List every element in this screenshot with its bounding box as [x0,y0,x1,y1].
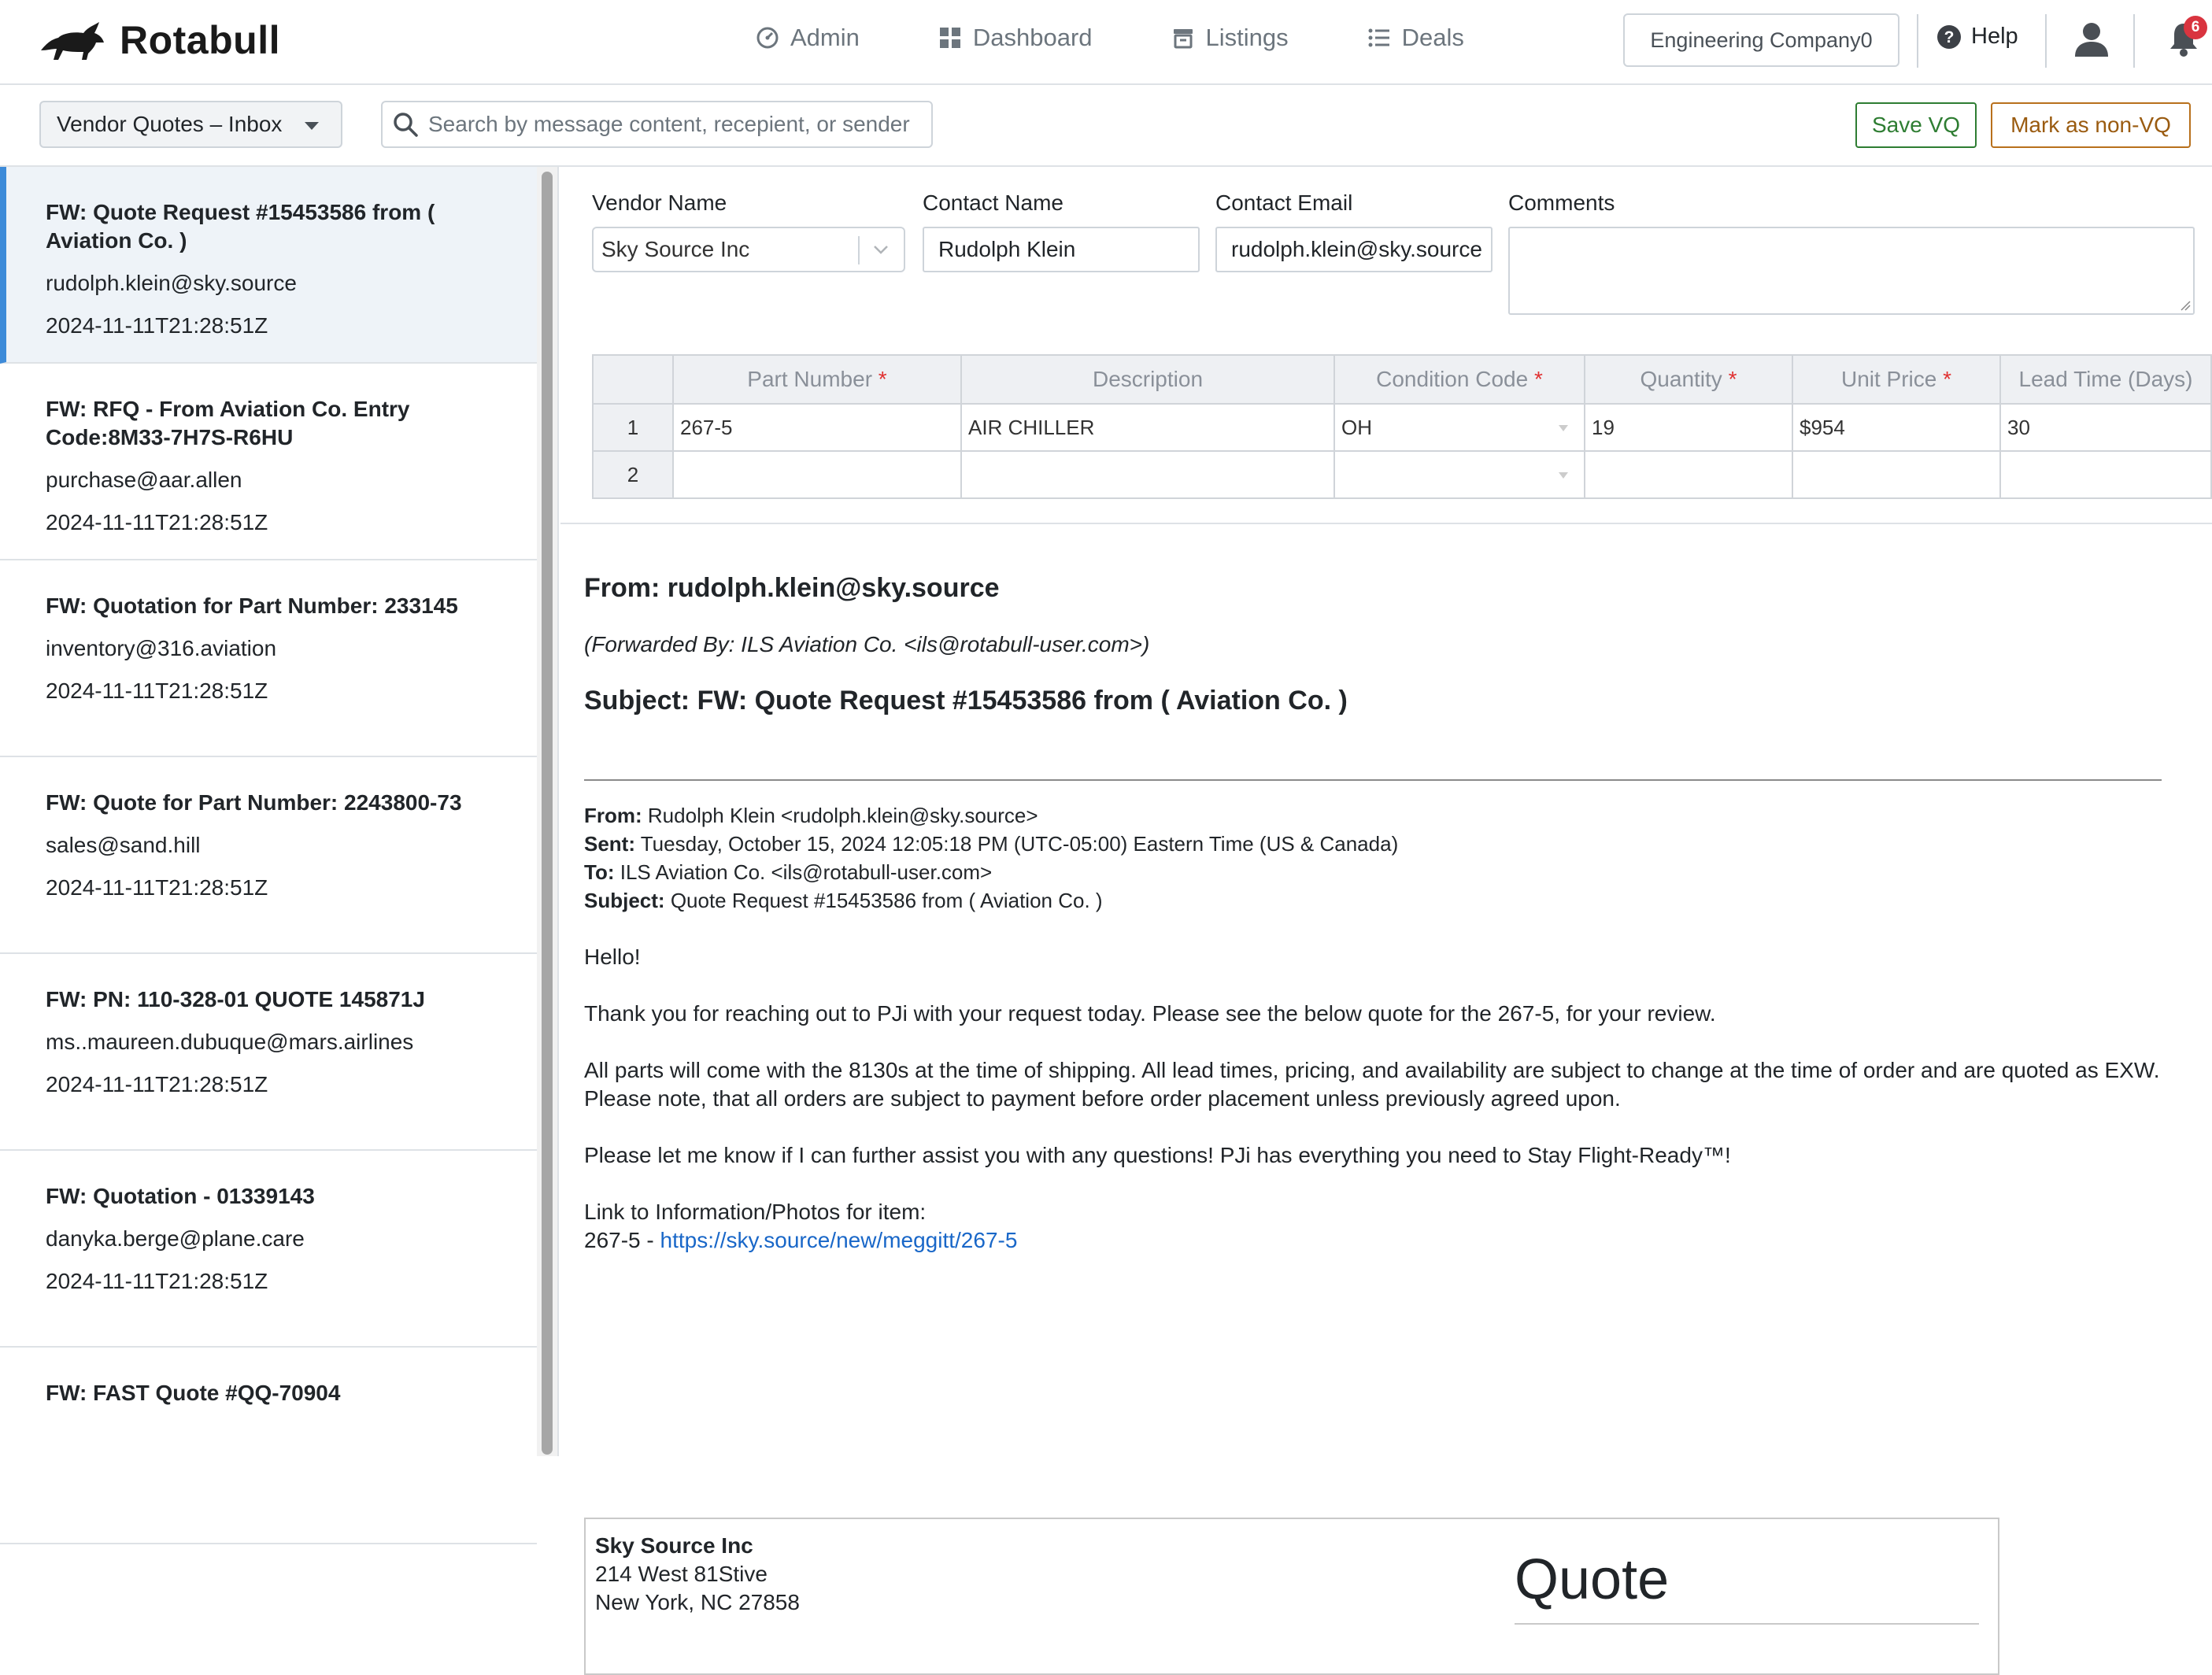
company-switcher-button[interactable]: Engineering Company0 [1623,13,1899,67]
chevron-down-icon [871,239,891,260]
contact-email-label: Contact Email [1215,190,1353,215]
email-link-block [584,1198,2198,1255]
header-from-label: From: [584,804,642,827]
email-paragraph: Please let me know if I can further assist you with any questions! PJi has everything you need to Stay Flight-Ready™! [584,1143,1731,1167]
table-row [593,404,2211,451]
message-date: 2024-11-11T21:28:51Z [46,1269,268,1293]
contact-name-input[interactable]: Rudolph Klein [923,227,1200,272]
brand-logo[interactable] [39,17,280,63]
column-header-condition-code[interactable]: Condition Code * [1334,355,1585,404]
nav-admin-label: Admin [790,24,860,51]
message-item[interactable] [0,1151,537,1348]
message-subject: FW: Quotation - 01339143 [46,1184,315,1208]
message-item[interactable] [0,560,537,757]
row-number: 2 [593,451,673,498]
vendor-name-select[interactable] [592,227,905,272]
user-icon[interactable] [2073,20,2110,58]
cell-lead-time[interactable]: 30 [2000,404,2211,451]
row-number: 1 [593,404,673,451]
message-sender: ms..maureen.dubuque@mars.airlines [46,1030,414,1054]
nav-divider [2045,14,2047,68]
quote-address-line: New York, NC 27858 [595,1590,800,1614]
resize-handle-icon[interactable] [2180,300,2191,311]
message-date: 2024-11-11T21:28:51Z [46,1072,268,1096]
message-subject: FW: PN: 110-328-01 QUOTE 145871J [46,987,425,1011]
cell-condition-code[interactable] [1334,451,1585,498]
cell-unit-price[interactable] [1792,451,2000,498]
message-sender: sales@sand.hill [46,833,201,857]
email-greeting: Hello! [584,945,641,969]
column-header-quantity[interactable]: Quantity * [1585,355,1792,404]
message-subject: FW: Quotation for Part Number: 233145 [46,593,458,618]
message-date: 2024-11-11T21:28:51Z [46,875,268,900]
quote-address-line: 214 West 81Stive [595,1562,768,1586]
archive-icon [1171,26,1195,50]
help-label: Help [1971,24,2018,49]
quote-document [584,1518,1999,1675]
message-sender: danyka.berge@plane.care [46,1226,305,1251]
cell-unit-price[interactable]: $954 [1792,404,2000,451]
cell-description[interactable]: AIR CHILLER [961,404,1334,451]
svg-text:?: ? [1944,28,1955,46]
main-nav [756,24,1464,52]
message-subject: FW: RFQ - From Aviation Co. Entry Code:8M33-7H7S-R6HU [46,397,410,449]
brand-name: Rotabull [120,18,280,62]
email-from-heading: From: rudolph.klein@sky.source [584,573,1000,603]
quote-title-rule [1515,1623,1979,1625]
toolbar [0,85,2212,167]
column-header-part-number[interactable]: Part Number * [673,355,961,404]
grid-corner-header [593,355,673,404]
email-paragraph: Thank you for reaching out to PJi with your request today. Please see the below quote for the 267-5, for your review. [584,1001,1716,1026]
bull-logo-icon [39,19,105,61]
notification-badge: 6 [2184,16,2207,39]
message-sender: inventory@316.aviation [46,636,277,660]
cell-part-number[interactable]: 267-5 [673,404,961,451]
message-item[interactable] [0,364,537,560]
cell-condition-code[interactable]: OH [1334,404,1585,451]
header-subject-value: Quote Request #15453586 from ( Aviation Co. ) [670,889,1103,912]
select-divider [858,236,860,264]
nav-dashboard[interactable] [938,24,1093,52]
grid-icon [938,26,962,50]
quote-vendor-address [595,1532,800,1617]
dropdown-arrow-icon [1559,425,1568,431]
contact-name-label: Contact Name [923,190,1063,215]
header-subject-label: Subject: [584,889,665,912]
header-sent-value: Tuesday, October 15, 2024 12:05:18 PM (UTC-05:00) Eastern Time (US & Canada) [640,832,1399,856]
email-paragraph: All parts will come with the 8130s at the time of shipping. All lead times, pricing, and availability are subject to change at the time of order and are quoted as EXW. Please note, that all orders are subject to payment before order placement unless previously agreed upon. [584,1058,2160,1111]
email-divider [584,779,2162,781]
nav-divider [1917,14,1918,68]
message-item[interactable] [0,954,537,1151]
vendor-name-value: Sky Source Inc [601,237,750,261]
nav-divider [2133,14,2135,68]
header-from-value: Rudolph Klein <rudolph.klein@sky.source> [647,804,1038,827]
section-divider [560,523,2212,524]
table-row [593,451,2211,498]
contact-email-input[interactable]: rudolph.klein@sky.source [1215,227,1493,272]
nav-listings[interactable] [1171,24,1289,52]
email-original-header [584,801,2198,915]
cell-part-number[interactable] [673,451,961,498]
column-header-lead-time[interactable]: Lead Time (Days) [2000,355,2211,404]
search-box [381,101,933,148]
gauge-icon [756,26,779,50]
list-icon [1367,26,1391,50]
email-view [584,573,2198,1614]
nav-dashboard-label: Dashboard [972,24,1093,51]
caret-down-icon [305,122,319,130]
quote-editor [560,167,2212,1614]
email-subject-heading: Subject: FW: Quote Request #15453586 from ( Aviation Co. ) [584,686,1348,715]
inbox-select[interactable] [39,101,342,148]
cell-quantity[interactable] [1585,451,1792,498]
vendor-name-label: Vendor Name [592,190,727,215]
email-forwarded-by: (Forwarded By: ILS Aviation Co. <ils@rotabull-user.com>) [584,632,1150,656]
quote-title: Quote [1515,1548,1670,1611]
comments-textarea[interactable] [1508,227,2195,315]
cell-quantity[interactable]: 19 [1585,404,1792,451]
top-navbar [0,0,2212,85]
message-item-selected[interactable] [0,167,537,364]
dropdown-arrow-icon [1559,472,1568,479]
nav-listings-label: Listings [1205,24,1289,51]
message-subject: FW: Quote for Part Number: 2243800-73 [46,790,462,815]
message-item[interactable] [0,1348,537,1544]
header-to-label: To: [584,860,615,884]
quote-company-name: Sky Source Inc [595,1533,753,1558]
message-date: 2024-11-11T21:28:51Z [46,313,268,338]
message-date: 2024-11-11T21:28:51Z [46,679,268,703]
nav-deals[interactable] [1367,24,1464,52]
column-header-unit-price[interactable]: Unit Price * [1792,355,2000,404]
question-circle-icon [1936,24,1962,50]
message-list [0,167,537,1456]
search-input[interactable] [428,112,916,137]
inbox-select-value: Vendor Quotes – Inbox [57,112,283,136]
line-items-grid [592,354,2212,499]
save-vq-button[interactable]: Save VQ [1855,102,1977,148]
item-info-link[interactable]: https://sky.source/new/meggitt/267-5 [660,1228,1018,1252]
header-sent-label: Sent: [584,832,635,856]
message-list-scrollbar[interactable] [537,167,559,1456]
header-to-value: ILS Aviation Co. <ils@rotabull-user.com> [620,860,993,884]
message-subject: FW: FAST Quote #QQ-70904 [46,1381,341,1405]
mark-non-vq-button[interactable]: Mark as non-VQ [1991,102,2191,148]
cell-description[interactable] [961,451,1334,498]
message-date: 2024-11-11T21:28:51Z [46,510,268,534]
comments-label: Comments [1508,190,1615,215]
cell-lead-time[interactable] [2000,451,2211,498]
search-icon [392,111,419,138]
message-sender: purchase@aar.allen [46,468,242,492]
message-sender: rudolph.klein@sky.source [46,271,297,295]
email-link-prefix: 267-5 - [584,1228,660,1252]
message-subject: FW: Quote Request #15453586 from ( Aviation Co. ) [46,200,435,253]
nav-admin[interactable] [756,24,860,52]
nav-deals-label: Deals [1401,24,1464,51]
message-item[interactable] [0,757,537,954]
column-header-description[interactable]: Description [961,355,1334,404]
scrollbar-thumb[interactable] [542,172,553,1455]
email-link-intro: Link to Information/Photos for item: [584,1200,927,1224]
help-link[interactable] [1936,24,2018,50]
